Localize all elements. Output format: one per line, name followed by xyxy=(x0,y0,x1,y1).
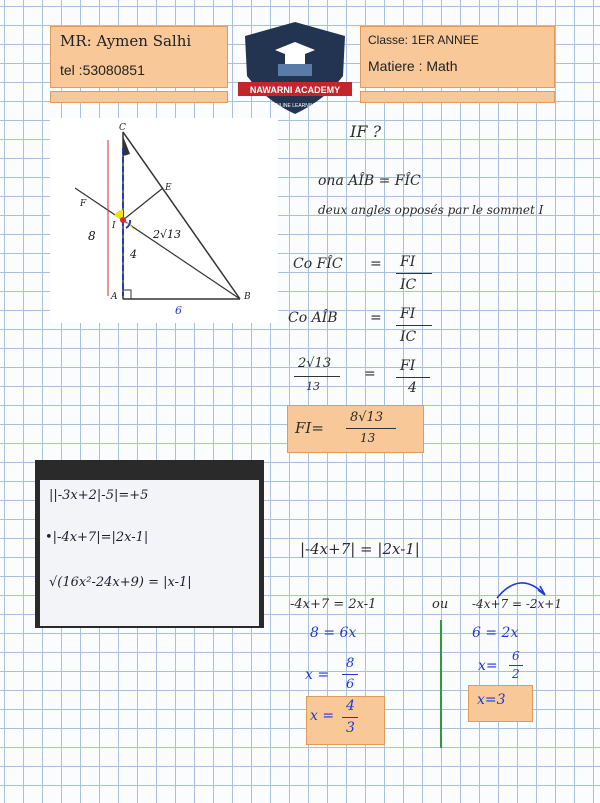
cos-fic-num: FI xyxy=(400,254,416,270)
opposite-angles-note: deux angles opposés par le sommet I xyxy=(318,203,544,217)
fraction-bar xyxy=(346,428,396,429)
point-label-f: F xyxy=(80,199,87,209)
case2-result: x=3 xyxy=(477,692,506,708)
fraction-bar xyxy=(342,674,358,675)
subject-label: Matiere : Math xyxy=(368,58,458,74)
point-label-i: I xyxy=(112,221,116,231)
exercise-line-3: √(16x²-24x+9) = |x-1| xyxy=(49,575,192,590)
length-label-8: 8 xyxy=(88,229,96,243)
result-fi-lhs: FI= xyxy=(295,419,324,437)
fraction-bar xyxy=(294,376,340,377)
class-info-underbar xyxy=(360,91,555,103)
fraction-bar xyxy=(396,377,430,378)
case2-step2: 6 = 2x xyxy=(472,625,519,641)
question-if: IF ? xyxy=(350,122,382,141)
abs-equation: |-4x+7| = |2x-1| xyxy=(300,540,420,558)
angle-equality: ona AÎB = FÎC xyxy=(318,173,421,189)
logo-name: NAWARNI ACADEMY xyxy=(249,85,341,95)
case1-step3-num: 8 xyxy=(346,656,355,671)
case1-result-lhs: x = xyxy=(310,708,335,724)
case1-result-den: 3 xyxy=(346,720,355,736)
exercise-photo xyxy=(35,460,264,628)
result-fi-num: 8√13 xyxy=(350,410,384,425)
ratio-right-num: FI xyxy=(400,358,416,374)
triangle-figure xyxy=(50,118,278,323)
teacher-name: MR: Aymen Salhi xyxy=(60,32,192,50)
case1-result-num: 4 xyxy=(346,698,355,714)
case1-step2: 8 = 6x xyxy=(310,625,357,641)
length-label-6: 6 xyxy=(175,304,182,317)
teacher-phone: tel :53080851 xyxy=(60,62,145,78)
cos-aib-left: Co AÎB xyxy=(288,310,338,326)
case1-step3-lhs: x = xyxy=(305,667,330,683)
academy-logo xyxy=(230,18,360,118)
class-label: Classe: 1ER ANNEE xyxy=(368,33,479,47)
equals-sign: = xyxy=(364,366,376,382)
case-divider xyxy=(440,620,442,748)
cos-aib-den: IC xyxy=(400,329,417,345)
ratio-right-den: 4 xyxy=(408,380,417,396)
case2-step3-num: 6 xyxy=(512,649,520,663)
or-word: ou xyxy=(432,597,449,612)
point-label-e: E xyxy=(165,183,172,193)
equals-sign: = xyxy=(370,256,382,272)
point-label-a: A xyxy=(111,292,118,302)
case2-step3-den: 2 xyxy=(512,667,520,681)
teacher-info-underbar xyxy=(50,91,228,103)
length-label-2sqrt13: 2√13 xyxy=(153,228,182,241)
fraction-bar xyxy=(342,717,358,718)
ratio-left-num: 2√13 xyxy=(298,356,332,371)
case1-equation: -4x+7 = 2x-1 xyxy=(290,597,377,612)
ratio-left-den: 13 xyxy=(306,380,320,393)
point-label-b: B xyxy=(244,292,251,302)
cos-aib-num: FI xyxy=(400,306,416,322)
logo-tagline: ONLINE LEARNING xyxy=(272,103,318,109)
equals-sign: = xyxy=(370,310,382,326)
case2-step3-lhs: x= xyxy=(478,658,498,674)
case1-step3-den: 6 xyxy=(346,677,355,692)
length-label-4: 4 xyxy=(130,248,137,261)
fraction-bar xyxy=(396,273,432,274)
exercise-line-1: ||-3x+2|-5|=+5 xyxy=(49,488,149,503)
cos-fic-den: IC xyxy=(400,277,417,293)
result-fi-den: 13 xyxy=(360,431,376,445)
fraction-bar xyxy=(509,665,523,666)
exercise-line-2: •|-4x+7|=|2x-1| xyxy=(45,530,149,545)
cos-fic-left: Co FÎC xyxy=(293,256,343,272)
point-label-c: C xyxy=(119,123,126,133)
fraction-bar xyxy=(396,325,432,326)
case2-equation: -4x+7 = -2x+1 xyxy=(472,597,562,611)
